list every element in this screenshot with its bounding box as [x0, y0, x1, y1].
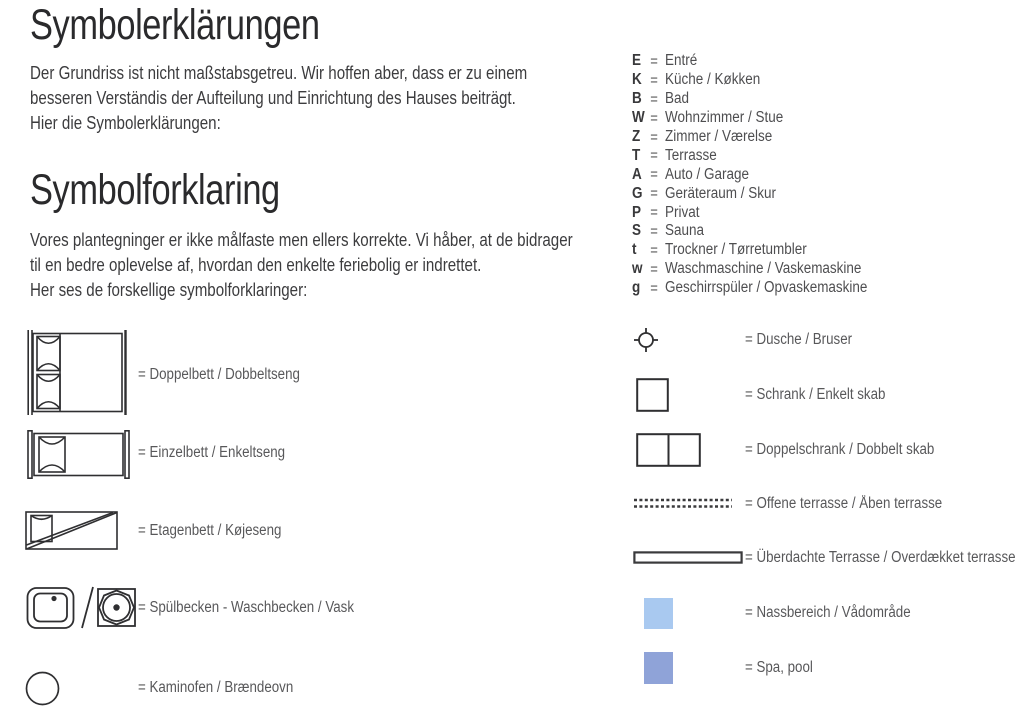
- shower-icon: [633, 327, 659, 353]
- equals-sign: =: [650, 260, 658, 278]
- abbreviation-row: [632, 222, 980, 241]
- abbreviation-row: [632, 90, 980, 109]
- danish-intro-line-3: Her ses de forskellige symbolforklaringer:: [30, 280, 308, 300]
- abbreviation-row: [632, 165, 980, 184]
- open-terrace-icon: [634, 497, 732, 510]
- abbreviation-row: [632, 146, 980, 165]
- abbreviation-letter: g: [632, 279, 641, 297]
- abbreviation-row: [632, 260, 980, 279]
- german-intro-line-3: Hier die Symbolerklärungen:: [30, 113, 221, 133]
- wet-area-icon: [644, 598, 673, 629]
- equals-sign: =: [650, 279, 658, 297]
- abbreviation-letter: K: [632, 71, 642, 89]
- open-terrace-label: = Offene terrasse / Åben terrasse: [745, 495, 943, 512]
- abbreviation-label: Trockner / Tørretumbler: [665, 241, 807, 259]
- bunk-bed-icon: [25, 511, 118, 550]
- equals-sign: =: [650, 222, 658, 240]
- danish-intro-line-2: til en bedre oplevelse af, hvordan den enkelte feriebolig er indrettet.: [30, 255, 482, 275]
- bunk-bed-label: = Etagenbett / Køjeseng: [138, 522, 282, 539]
- abbreviation-letter: P: [632, 203, 641, 221]
- equals-sign: =: [650, 241, 658, 259]
- german-title: Symbolerklärungen: [30, 1, 320, 49]
- abbreviation-row: [632, 128, 980, 147]
- abbreviation-list: [632, 52, 1024, 298]
- equals-sign: =: [650, 204, 658, 222]
- sink-washbasin-icon: [26, 585, 138, 631]
- abbreviation-label: Auto / Garage: [665, 165, 750, 183]
- abbreviation-letter: Z: [632, 128, 641, 145]
- abbreviation-row: [632, 279, 980, 298]
- equals-sign: =: [650, 90, 658, 108]
- abbreviation-label: Bad: [665, 90, 690, 108]
- abbreviation-row: [632, 203, 980, 222]
- double-bed-label: = Doppelbett / Dobbeltseng: [138, 366, 300, 383]
- single-bed-label: = Einzelbett / Enkeltseng: [138, 444, 286, 461]
- abbreviation-letter: E: [632, 52, 641, 70]
- equals-sign: =: [650, 52, 658, 70]
- single-cabinet-label: = Schrank / Enkelt skab: [745, 386, 886, 403]
- abbreviation-label: Geräteraum / Skur: [665, 184, 776, 202]
- abbreviation-letter: T: [632, 146, 641, 164]
- abbreviation-label: Geschirrspüler / Opvaskemaskine: [665, 279, 868, 297]
- abbreviation-letter: A: [632, 165, 642, 183]
- abbreviation-label: Terrasse: [665, 146, 717, 164]
- german-intro-line-2: besseren Verständis der Aufteilung und Einrichtung des Hauses beiträgt.: [30, 88, 516, 108]
- covered-terrace-icon: [633, 551, 743, 564]
- spa-pool-label: = Spa, pool: [745, 659, 813, 676]
- abbreviation-label: Sauna: [665, 222, 705, 240]
- covered-terrace-label: = Überdachte Terrasse / Overdækket terrasse: [745, 549, 1016, 566]
- spa-pool-icon: [644, 652, 673, 684]
- abbreviation-letter: S: [632, 222, 641, 240]
- wood-stove-icon: [25, 671, 60, 706]
- abbreviation-row: [632, 241, 980, 260]
- double-cabinet-label: = Doppelschrank / Dobbelt skab: [745, 441, 935, 458]
- single-bed-icon: [26, 430, 131, 479]
- german-intro-paragraph: [30, 61, 590, 136]
- abbreviation-label: Privat: [665, 203, 700, 221]
- wood-stove-label: = Kaminofen / Brændeovn: [138, 679, 294, 696]
- equals-sign: =: [650, 128, 658, 146]
- sink-washbasin-label: = Spülbecken - Waschbecken / Vask: [138, 599, 354, 616]
- danish-intro-line-1: Vores plantegninger er ikke målfaste men ellers korrekte. Vi håber, at de bidrager: [30, 230, 573, 250]
- abbreviation-letter: W: [632, 109, 645, 127]
- abbreviation-row: [632, 109, 980, 128]
- double-bed-icon: [26, 330, 129, 415]
- abbreviation-label: Waschmaschine / Vaskemaskine: [665, 260, 862, 278]
- equals-sign: =: [650, 185, 658, 203]
- abbreviation-letter: G: [632, 184, 643, 202]
- abbreviation-letter: w: [632, 260, 643, 278]
- abbreviation-letter: t: [632, 241, 637, 259]
- danish-intro-paragraph: [30, 228, 610, 303]
- equals-sign: =: [650, 147, 658, 165]
- abbreviation-label: Küche / Køkken: [665, 71, 761, 89]
- abbreviation-letter: B: [632, 90, 642, 108]
- abbreviation-label: Entré: [665, 52, 698, 70]
- equals-sign: =: [650, 71, 658, 89]
- equals-sign: =: [650, 166, 658, 184]
- german-intro-line-1: Der Grundriss ist nicht maßstabsgetreu. Wir hoffen aber, dass er zu einem: [30, 63, 528, 83]
- abbreviation-row: [632, 52, 980, 71]
- double-cabinet-icon: [636, 433, 701, 467]
- equals-sign: =: [650, 109, 658, 127]
- danish-title: Symbolforklaring: [30, 166, 280, 214]
- abbreviation-row: [632, 71, 980, 90]
- abbreviation-label: Wohnzimmer / Stue: [665, 109, 784, 127]
- shower-label: = Dusche / Bruser: [745, 331, 853, 348]
- wet-area-label: = Nassbereich / Vådområde: [745, 604, 911, 621]
- abbreviation-row: [632, 184, 980, 203]
- abbreviation-label: Zimmer / Værelse: [665, 128, 773, 145]
- single-cabinet-icon: [636, 378, 669, 412]
